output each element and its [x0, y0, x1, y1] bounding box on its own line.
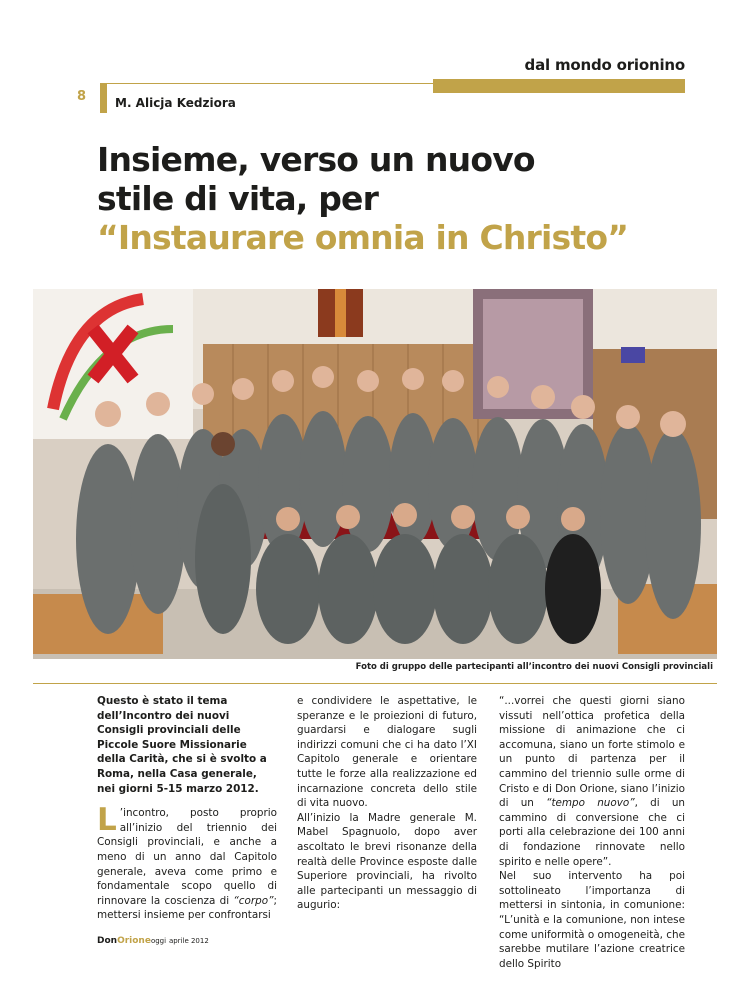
group-photo — [33, 289, 717, 659]
author-name: M. Alicja Kedziora — [115, 96, 236, 110]
article-intro: Questo è stato il tema dell’Incontro dei nuovi Consigli provinciali delle Piccole Suore Missionarie della Carità, che si è svolto a Roma, nella Casa generale, nei giorni 5-15 marzo 2012. — [97, 695, 267, 795]
author-accent-bar — [100, 83, 107, 113]
drop-cap: L — [97, 802, 117, 839]
article-column-1 — [97, 694, 277, 923]
article-column-2 — [297, 694, 477, 913]
footer — [97, 936, 209, 946]
footer-brand-orione: Orione — [117, 936, 151, 946]
section-accent-bar — [433, 79, 685, 93]
footer-issue: aprile 2012 — [168, 937, 209, 945]
paragraph-4: Nel suo intervento ha poi sottolineato l’importanza di mettersi in sintonia, in comunione: “L’unità e la comunione, non intese come uniformità o omogeneità, che sarebbe mutilare l’azione creatrice dello Spirito — [499, 870, 685, 970]
footer-brand-oggi: oggi — [150, 937, 167, 945]
article-headline — [97, 140, 717, 257]
article-column-3 — [499, 694, 685, 971]
headline-line-1: Insieme, verso un nuovo — [97, 140, 535, 179]
paragraph-2: All’inizio la Madre generale M. Mabel Spagnuolo, dopo aver ascoltato le brevi risonanze della realtà delle Province esposte dalle Superiore provinciali, ha rivolto alle partecipanti un messaggio di augurio: — [297, 811, 477, 912]
photo-caption: Foto di gruppo delle partecipanti all’incontro dei nuovi Consigli provinciali — [355, 662, 713, 672]
page-number: 8 — [77, 89, 87, 104]
section-label: dal mondo orionino — [524, 56, 685, 74]
paragraph-1-continued: e condividere le aspettative, le speranze e le proiezioni di futuro, guardarsi e dialogare sugli indirizzi comuni che ci ha dato l’XI Capitolo generale e orientare tutte le forze alla realizzazione ed incarnazione concreta dello stile di vita nuovo. — [297, 695, 477, 810]
headline-line-2: stile di vita, per — [97, 179, 379, 218]
paragraph-3: “...vorrei che questi giorni siano vissuti nell’ottica profetica della missione di animazione che ci accomuna, siano un forte stimolo e un punto di partenza per il cammino del triennio sulle orme di Cristo e di Don Orione, siano l’inizio di un “tempo nuovo”, di un cammino di conversione che ci porti alla celebrazione dei 100 anni di fondazione rinnovate nello spirito e nelle opere”. — [499, 695, 686, 868]
caption-rule — [33, 683, 717, 684]
footer-brand-don: Don — [97, 936, 118, 946]
paragraph-1: L ’incontro, posto proprio all’inizio del triennio dei Consigli provinciali, e anche a meno di un anno dal Capitolo generale, aveva come primo e fondamentale scopo quello di rinnovare la coscienza di “corpo”; mettersi insieme per confrontarsi — [97, 802, 277, 922]
headline-line-3: “Instaurare omnia in Christo” — [97, 218, 629, 257]
